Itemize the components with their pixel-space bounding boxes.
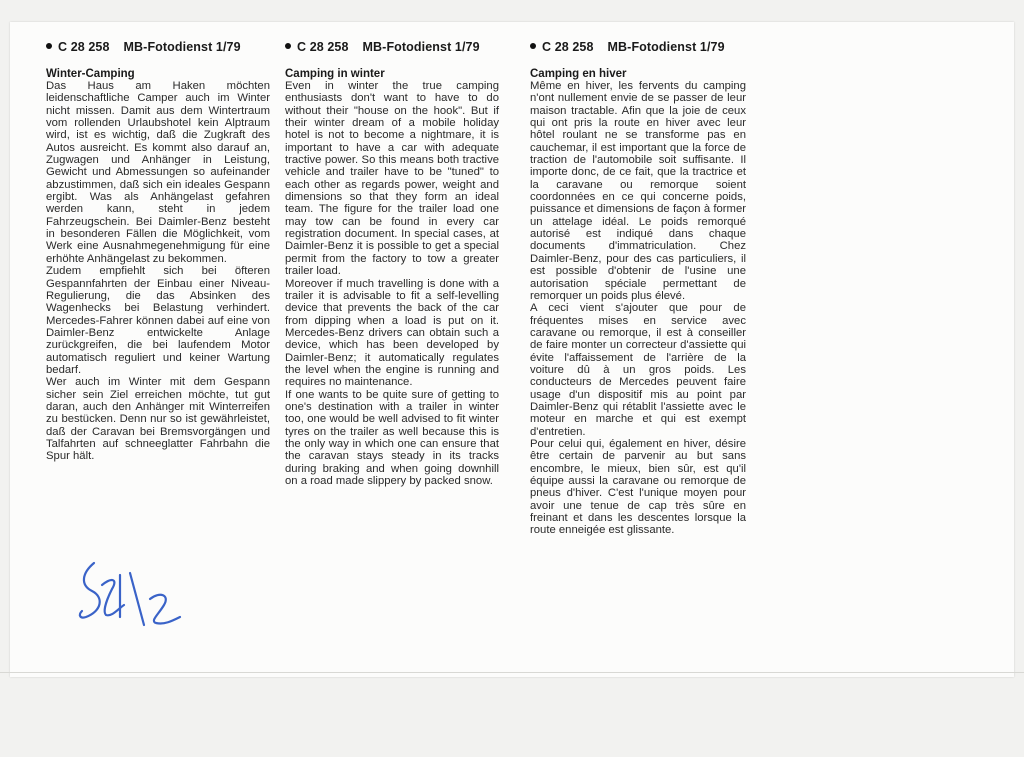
header-source: MB-Fotodienst 1/79 [123,40,241,54]
handwritten-signature [72,555,192,635]
signature-strokes [80,563,180,625]
paragraph: Même en hiver, les fervents du camping n'ont nullement envie de se passer de leur maison tractable. Afin que la joie de ceux qui ont pris la route en hiver avec leur hôtel roulant ne se transforme pas en cauchemar, il est important que la force de traction de l'automobile soit suffisante. Il importe donc, de ce fait, que la tractrice et la caravane ou remorque soient coordonnées en ce qui concerne poids, puissance et dimensions de façon à former un attelage idéal. Le poids remorqué autorisé est indiqué dans chaque documents d'immatriculation. Chez Daimler-Benz, pour des cas particuliers, il est possible d'obtenir de l'usine une autorisation spéciale permettant de remorquer un poids plus élevé. [530,80,746,302]
paragraph: Pour celui qui, également en hiver, désire être certain de parvenir au but sans encombre, le mieux, bien sûr, est qu'il équipe aussi la caravane ou remorque de pneus d'hiver. C'est l'unique moyen pour avoir une tenue de cap très sûre en freinant et dans les descentes lorsque la route enneigée est glissante. [530,437,746,537]
column-header [46,40,270,54]
article-body [46,80,270,463]
paragraph: If one wants to be quite sure of getting to one's destination with a trailer in winter too, one would be well advised to fit winter tyres on the trailer as well because this is the only way in which one can ensure that the caravan stays steady in its tracks during braking and when going downhill on a road made slippery by packed snow. [285,388,499,487]
article-title: Camping en hiver [530,68,627,80]
header-source: MB-Fotodienst 1/79 [362,40,480,54]
header-code: C 28 258 [297,40,349,54]
column-header [530,40,746,54]
column-french [530,40,746,537]
paragraph: Wer auch im Winter mit dem Gespann sicher sein Ziel erreichen möchte, tut gut daran, auch den Anhänger mit Winterreifen zu bestücken. Denn nur so ist gewährleistet, daß der Caravan bei Bremsvorgängen und Talfahrten auf schneeglatter Fahrbahn die Spur hält. [46,376,270,463]
article-body [530,80,746,537]
header-code: C 28 258 [58,40,110,54]
paragraph: Moreover if much travelling is done with a trailer it is advisable to fit a self-levelling device that prevents the back of the car from dipping when a load is put on it. Mercedes-Benz drivers can obtain such a device, which has been developed by Daimler-Benz; it automatically regulates the level when the engine is running and requires no maintenance. [285,277,499,389]
paragraph: A ceci vient s'ajouter que pour de fréquentes mises en service avec caravane ou remorque, il est à conseiller de faire monter un correcteur d'assiette qui évite l'affaissement de l'arrière de la voiture dû à un gros poids. Les conducteurs de Mercedes peuvent faire usage d'un dispositif mis au point par Daimler-Benz qui rétablit l'assiette avec le moteur en marche et qui est exempt d'entretien. [530,302,746,438]
paragraph: Zudem empfiehlt sich bei öfteren Gespannfahrten der Einbau einer Niveau-Regulierung, die das Absinken des Wagenhecks bei Belastung verhindert. Mercedes-Fahrer können dabei auf eine von Daimler-Benz entwickelte Anlage zurückgreifen, die bei laufendem Motor automatisch reguliert und keiner Wartung bedarf. [46,265,270,376]
bullet-icon [530,43,536,49]
paragraph: Even in winter the true camping enthusiasts don't want to have to do without their "house on the hook". But if their winter dream of a mobile holiday hotel is not to become a nightmare, it is important to have a car with adequate tractive power. So this means both tractive vehicle and trailer have to be "tuned" to each other as regards power, weight and dimensions so that they form an ideal team. The figure for the trailer load one may tow can be found in every car registration document. In special cases, at Daimler-Benz it is possible to get a special permit from the factory to tow a greater trailer load. [285,80,499,278]
column-german [46,40,270,463]
column-english [285,40,499,487]
bullet-icon [285,43,291,49]
article-title: Camping in winter [285,68,385,80]
article-title: Winter-Camping [46,68,135,80]
paragraph: Das Haus am Haken möchten leidenschaftliche Camper auch im Winter nicht missen. Damit aus dem Wintertraum vom rollenden Urlaubshotel kein Alptraum wird, ist es wichtig, daß die Zugkraft des Autos ausreicht. Es kommt also darauf an, Zugwagen und Anhänger in Leistung, Gewicht und Abmessungen so aufeinander abzustimmen, daß sich ein ideales Gespann ergibt. Was als Anhängelast gefahren werden kann, steht in jedem Fahrzeugschein. Bei Daimler-Benz besteht in besonderen Fällen die Möglichkeit, vom Werk eine Ausnahmegenehmigung für eine erhöhte Anhängelast zu bekommen. [46,80,270,265]
page-edge [0,672,1024,673]
column-header [285,40,499,54]
bullet-icon [46,43,52,49]
header-code: C 28 258 [542,40,594,54]
header-source: MB-Fotodienst 1/79 [607,40,725,54]
article-body [285,80,499,487]
